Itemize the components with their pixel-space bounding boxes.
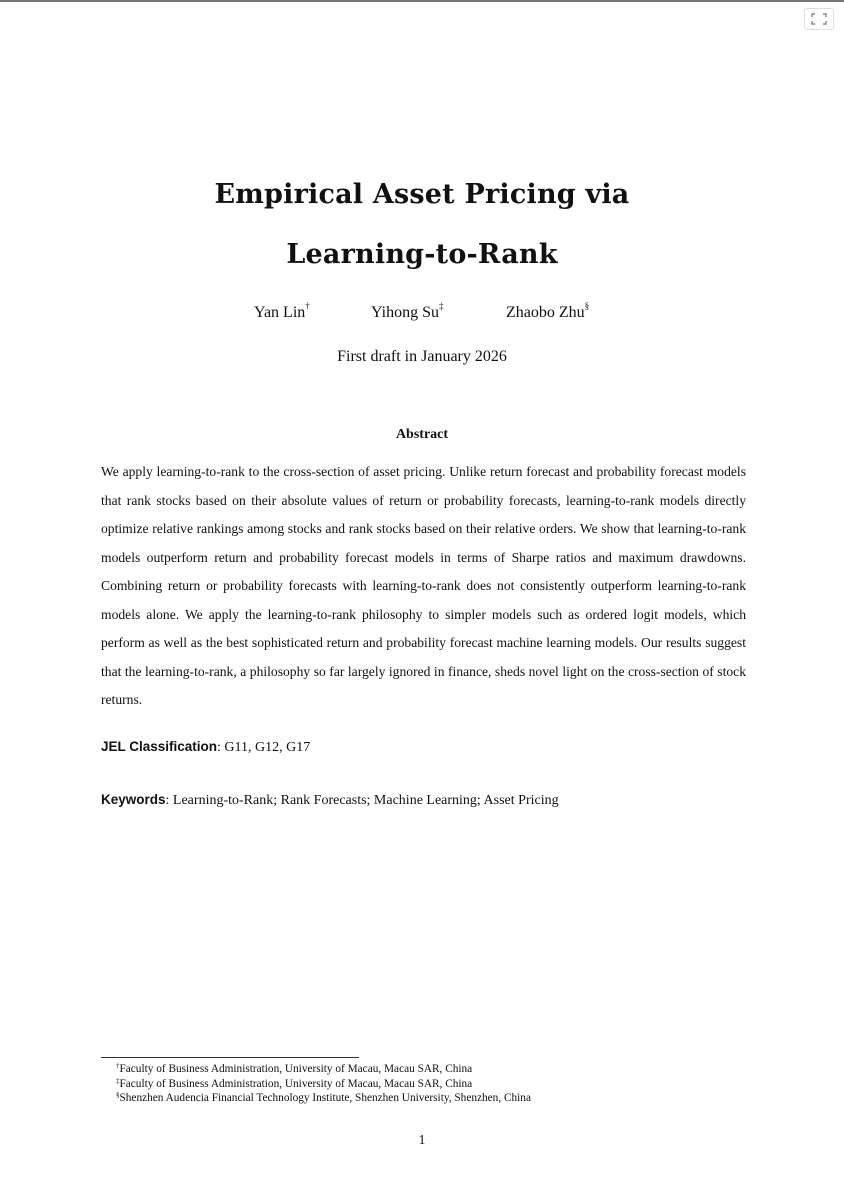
author-footnote-mark: §	[584, 301, 590, 311]
footnote-text: Faculty of Business Administration, University of Macau, Macau SAR, China	[119, 1077, 473, 1090]
footnote-separator	[101, 1057, 359, 1058]
top-border	[0, 0, 844, 2]
author-name: Yan Lin	[254, 304, 306, 321]
jel-value: : G11, G12, G17	[217, 740, 311, 755]
footnotes	[116, 1062, 531, 1106]
keywords	[101, 792, 559, 809]
author-name: Yihong Su	[371, 304, 440, 321]
paper-title-line-2: Learning-to-Rank	[286, 239, 558, 270]
footnote-mark: †	[116, 1062, 120, 1070]
page-number: 1	[418, 1133, 426, 1148]
author-3	[506, 301, 590, 322]
keywords-value: : Learning-to-Rank; Rank Forecasts; Machine Learning; Asset Pricing	[165, 793, 559, 808]
footnote-1	[116, 1062, 531, 1077]
author-1	[254, 301, 310, 322]
jel-classification	[101, 739, 310, 756]
footnote-mark: §	[116, 1091, 120, 1099]
author-footnote-mark: †	[305, 301, 310, 311]
footnote-2	[116, 1077, 531, 1092]
abstract-heading: Abstract	[395, 427, 449, 442]
expand-icon[interactable]	[804, 8, 834, 30]
author-footnote-mark: ‡	[439, 301, 444, 311]
abstract-text: We apply learning-to-rank to the cross-section of asset pricing. Unlike return forecast and probability forecast models that rank stocks based on their absolute values of return or probability forecasts, learning-to-rank models directly optimize relative rankings among stocks and rank stocks based on their relative orders. We show that learning-to-rank models outperform return and probability forecast models in terms of Sharpe ratios and maximum drawdowns. Combining return or probability forecasts with learning-to-rank does not consistently outperform learning-to-rank models alone. We apply the learning-to-rank philosophy to simpler models such as ordered logit models, which perform as well as the best sophisticated return and probability forecast machine learning models. Our results suggest that the learning-to-rank, a philosophy so far largely ignored in finance, sheds novel light on the cross-section of stock returns.	[101, 464, 746, 707]
jel-label: JEL Classification	[101, 739, 218, 754]
author-name: Zhaobo Zhu	[506, 304, 585, 321]
footnote-mark: ‡	[116, 1076, 120, 1085]
keywords-label: Keywords	[101, 792, 166, 807]
draft-date: First draft in January 2026	[337, 348, 507, 365]
author-2	[371, 301, 444, 322]
footnote-text: Faculty of Business Administration, University of Macau, Macau SAR, China	[119, 1063, 473, 1075]
footnote-3	[116, 1091, 531, 1106]
paper-title-line-1: Empirical Asset Pricing via	[214, 179, 630, 210]
footnote-text: Shenzhen Audencia Financial Technology Institute, Shenzhen University, Shenzhen, China	[119, 1092, 531, 1104]
